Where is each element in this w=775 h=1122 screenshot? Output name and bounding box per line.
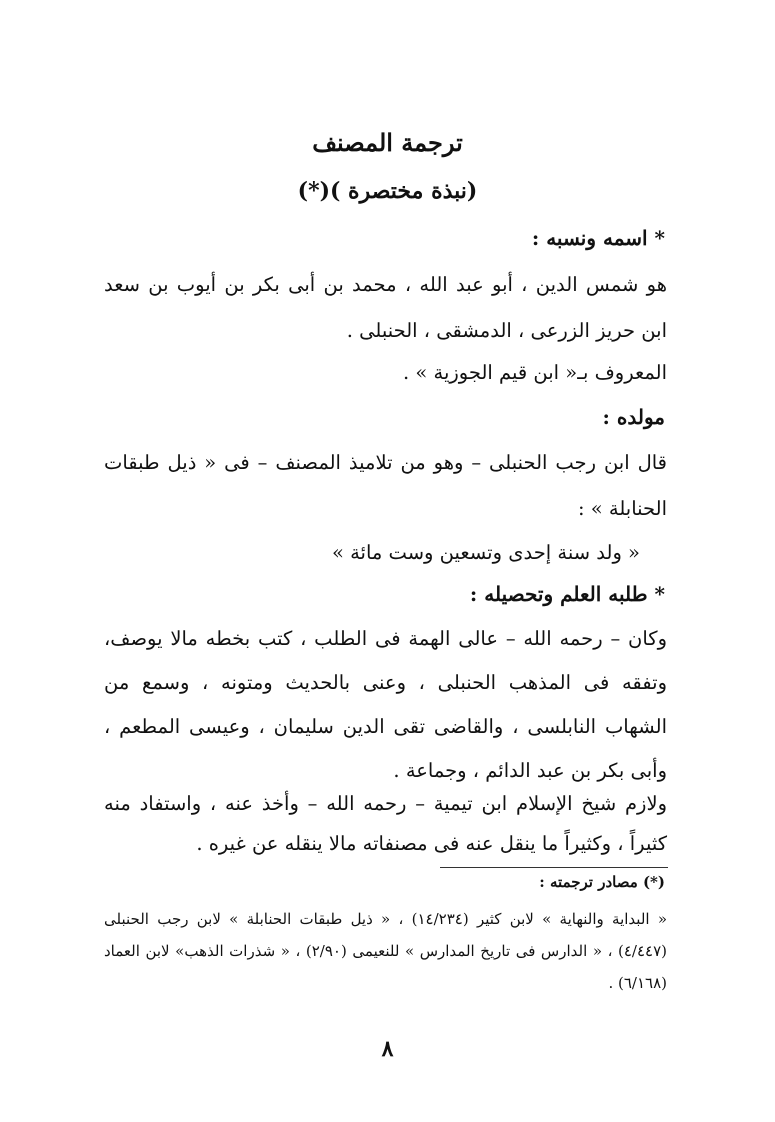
paragraph-known-as: المعروف بـ« ابن قيم الجوزية » . [402,361,667,384]
page-title: ترجمة المصنف [312,128,463,157]
paragraph-study-1: وكان – رحمه الله – عالى الهمة فى الطلب ، كتب بخطه مالا يوصف، وتفقه فى المذهب الحنبلى ، وعنى بالحديث ومتونه ، وسمع من الشهاب النابلسى ، والقاضى تقى الدين سليمان ، وعيسى المطعم ، وأبى بكر بن عبد الدائم ، وجماعة . [104,627,667,782]
footnote-text: « البداية والنهاية » لابن كثير (١٤/٢٣٤) ، « ذيل طبقات الحنابلة » لابن رجب الحنبلى (٤/٤٤٧) ، « الدارس فى تاريخ المدارس » للنعيمى (٢/٩٠) ، « شذرات الذهب» لابن العماد (٦/١٦٨) . [104,910,668,992]
paragraph-birth-quote: « ولد سنة إحدى وتسعين وست مائة » [331,541,640,564]
paragraph-name-lineage: هو شمس الدين ، أبو عبد الله ، محمد بن أبى بكر بن أيوب بن سعد ابن حريز الزرعى ، الدمشقى ، الحنبلى . [104,273,667,342]
section-heading-study: * طلبه العلم وتحصيله : [469,582,665,606]
paragraph-birth: قال ابن رجب الحنبلى – وهو من تلاميذ المصنف – فى « ذيل طبقات الحنابلة » : [104,451,667,520]
page-subtitle: (نبذة مختصرة )(*) [297,178,478,204]
section-heading-name: * اسمه ونسبه : [531,226,665,250]
page-number: ٨ [381,1036,394,1062]
section-heading-birth: مولده : [602,405,665,429]
footnote-title: (*) مصادر ترجمته : [539,873,665,891]
paragraph-study-2: ولازم شيخ الإسلام ابن تيمية – رحمه الله – وأخذ عنه ، واستفاد منه كثيراً ، وكثيراً ما ينقل عنه فى مصنفاته مالا ينقله عن غيره . [104,792,667,855]
footnote-divider [440,867,668,868]
